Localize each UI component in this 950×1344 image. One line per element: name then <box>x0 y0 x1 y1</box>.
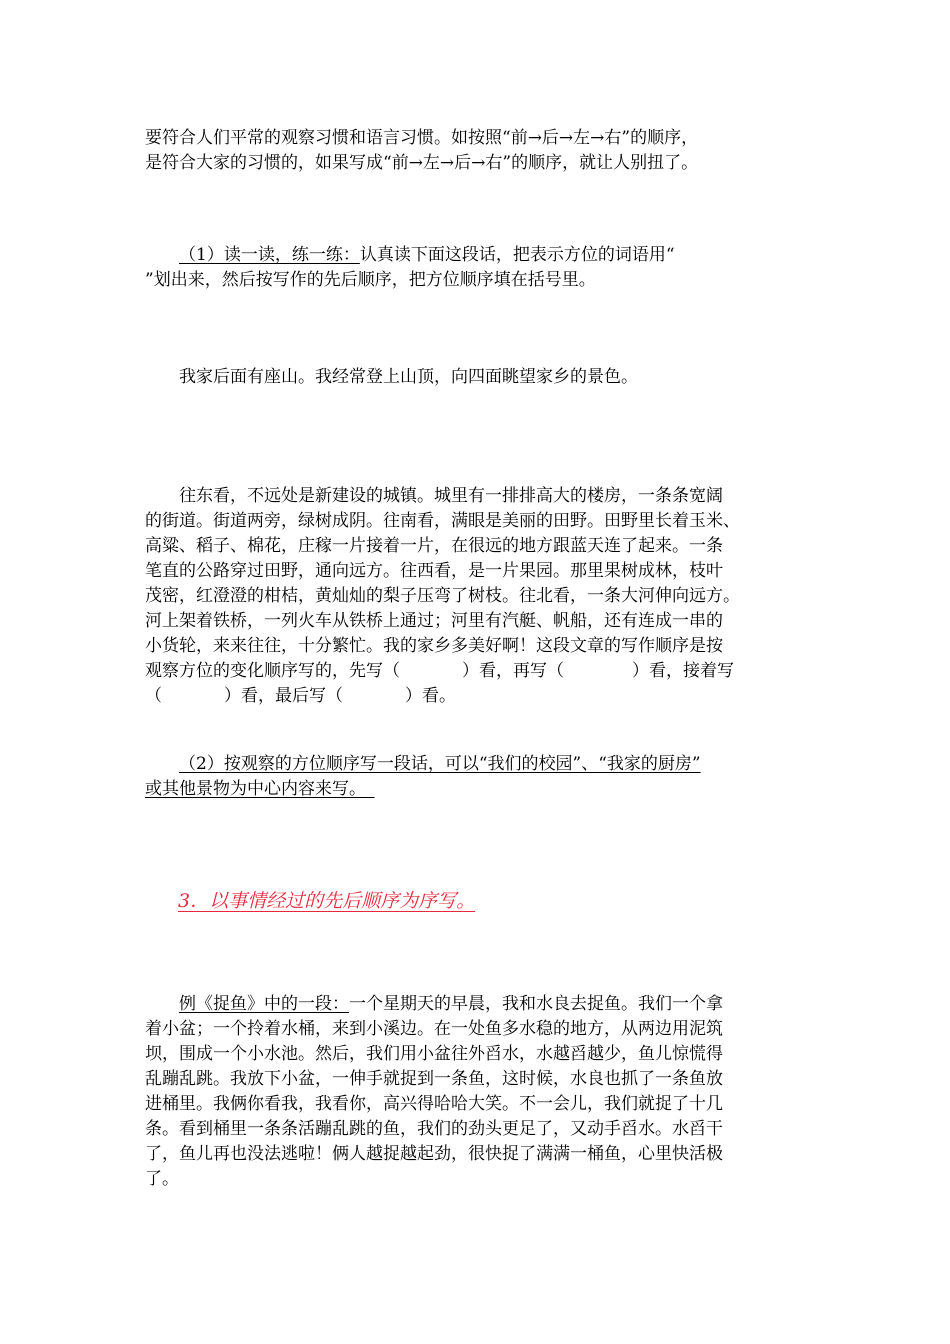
exercise-1-label: （1）读一读，练一练： <box>179 245 360 265</box>
example-line: 了。 <box>145 1169 179 1189</box>
example-line-1 <box>145 992 807 1017</box>
passage-opening <box>145 365 807 390</box>
question-text: ）看，接着写 <box>632 661 734 681</box>
example-line: 着小盆；一个拎着水桶，来到小溪边。在一处鱼多水稳的地方，从两边用泥筑 <box>145 1019 723 1039</box>
passage-question-line-1 <box>145 659 807 684</box>
example-line: 进桶里。我俩你看我，我看你，高兴得哈哈大笑。不一会儿，我们就捉了十几 <box>145 1094 723 1114</box>
question-text: （ <box>145 686 162 706</box>
question-text: ）看，再写（ <box>462 661 564 681</box>
exercise-1-text: 认真读下面这段话，把表示方位的词语用“ <box>359 245 675 265</box>
passage-line: 往东看，不远处是新建设的城镇。城里有一排排高大的楼房，一条条宽阔 <box>179 486 723 506</box>
question-text: 观察方位的变化顺序写的，先写（ <box>145 661 400 681</box>
example-text: 一个星期天的早晨，我和水良去捉鱼。我们一个拿 <box>349 994 723 1014</box>
passage-line: 笔直的公路穿过田野，通向远方。往西看，是一片果园。那里果树成林，枝叶 <box>145 561 723 581</box>
exercise-2-line-1: （2）按观察的方位顺序写一段话，可以“我们的校园”、“我家的厨房” <box>179 754 701 774</box>
example-label: 例《捉鱼》中的一段： <box>179 994 349 1014</box>
passage-line: 的街道。街道两旁，绿树成阴。往南看，满眼是美丽的田野。田野里长着玉米、 <box>145 511 740 531</box>
exercise-1-instructions <box>145 243 807 293</box>
intro-line-2: 是符合大家的习惯的，如果写成“前→左→后→右”的顺序，就让人别扭了。 <box>145 153 699 173</box>
underline-tail <box>358 779 375 799</box>
question-text: ）看，最后写（ <box>224 686 343 706</box>
section-3-heading: 3．以事情经过的先后顺序为序写。 <box>178 890 476 912</box>
exercise-1-line-1 <box>145 243 807 268</box>
question-text: ）看。 <box>405 686 456 706</box>
example-line: 条。看到桶里一条条活蹦乱跳的鱼，我们的劲头更足了，又动手舀水。水舀干 <box>145 1119 723 1139</box>
passage-line: 河上架着铁桥，一列火车从铁桥上通过；河里有汽艇、帆船，还有连成一串的 <box>145 611 723 631</box>
exercise-2-instructions <box>145 752 807 802</box>
exercise-1-line-2: ”划出来，然后按写作的先后顺序，把方位顺序填在括号里。 <box>145 270 596 290</box>
exercise-2-line-2-wrap <box>145 777 807 802</box>
example-line: 了，鱼儿再也没法逃啦！俩人越捉越起劲，很快捉了满满一桶鱼，心里快活极 <box>145 1144 723 1164</box>
intro-paragraph <box>145 126 807 176</box>
example-line: 坝，围成一个小水池。然后，我们用小盆往外舀水，水越舀越少，鱼儿惊慌得 <box>145 1044 723 1064</box>
exercise-2-line-2: 或其他景物为中心内容来写。 <box>145 779 358 799</box>
intro-line-1: 要符合人们平常的观察习惯和语言习惯。如按照“前→后→左→右”的顺序， <box>145 128 699 148</box>
example-line: 乱蹦乱跳。我放下小盆，一伸手就捉到一条鱼，这时候，水良也抓了一条鱼放 <box>145 1069 723 1089</box>
passage-question-line-2 <box>145 684 807 709</box>
passage-line: 小货轮，来来往往，十分繁忙。我的家乡多美好啊！这段文章的写作顺序是按 <box>145 636 723 656</box>
passage-body <box>145 484 807 709</box>
example-paragraph <box>145 992 807 1192</box>
passage-opening-text: 我家后面有座山。我经常登上山顶，向四面眺望家乡的景色。 <box>179 367 638 387</box>
passage-line: 茂密，红澄澄的柑桔，黄灿灿的梨子压弯了树枝。往北看，一条大河伸向远方。 <box>145 586 740 606</box>
passage-line: 高粱、稻子、棉花，庄稼一片接着一片，在很远的地方跟蓝天连了起来。一条 <box>145 536 723 556</box>
